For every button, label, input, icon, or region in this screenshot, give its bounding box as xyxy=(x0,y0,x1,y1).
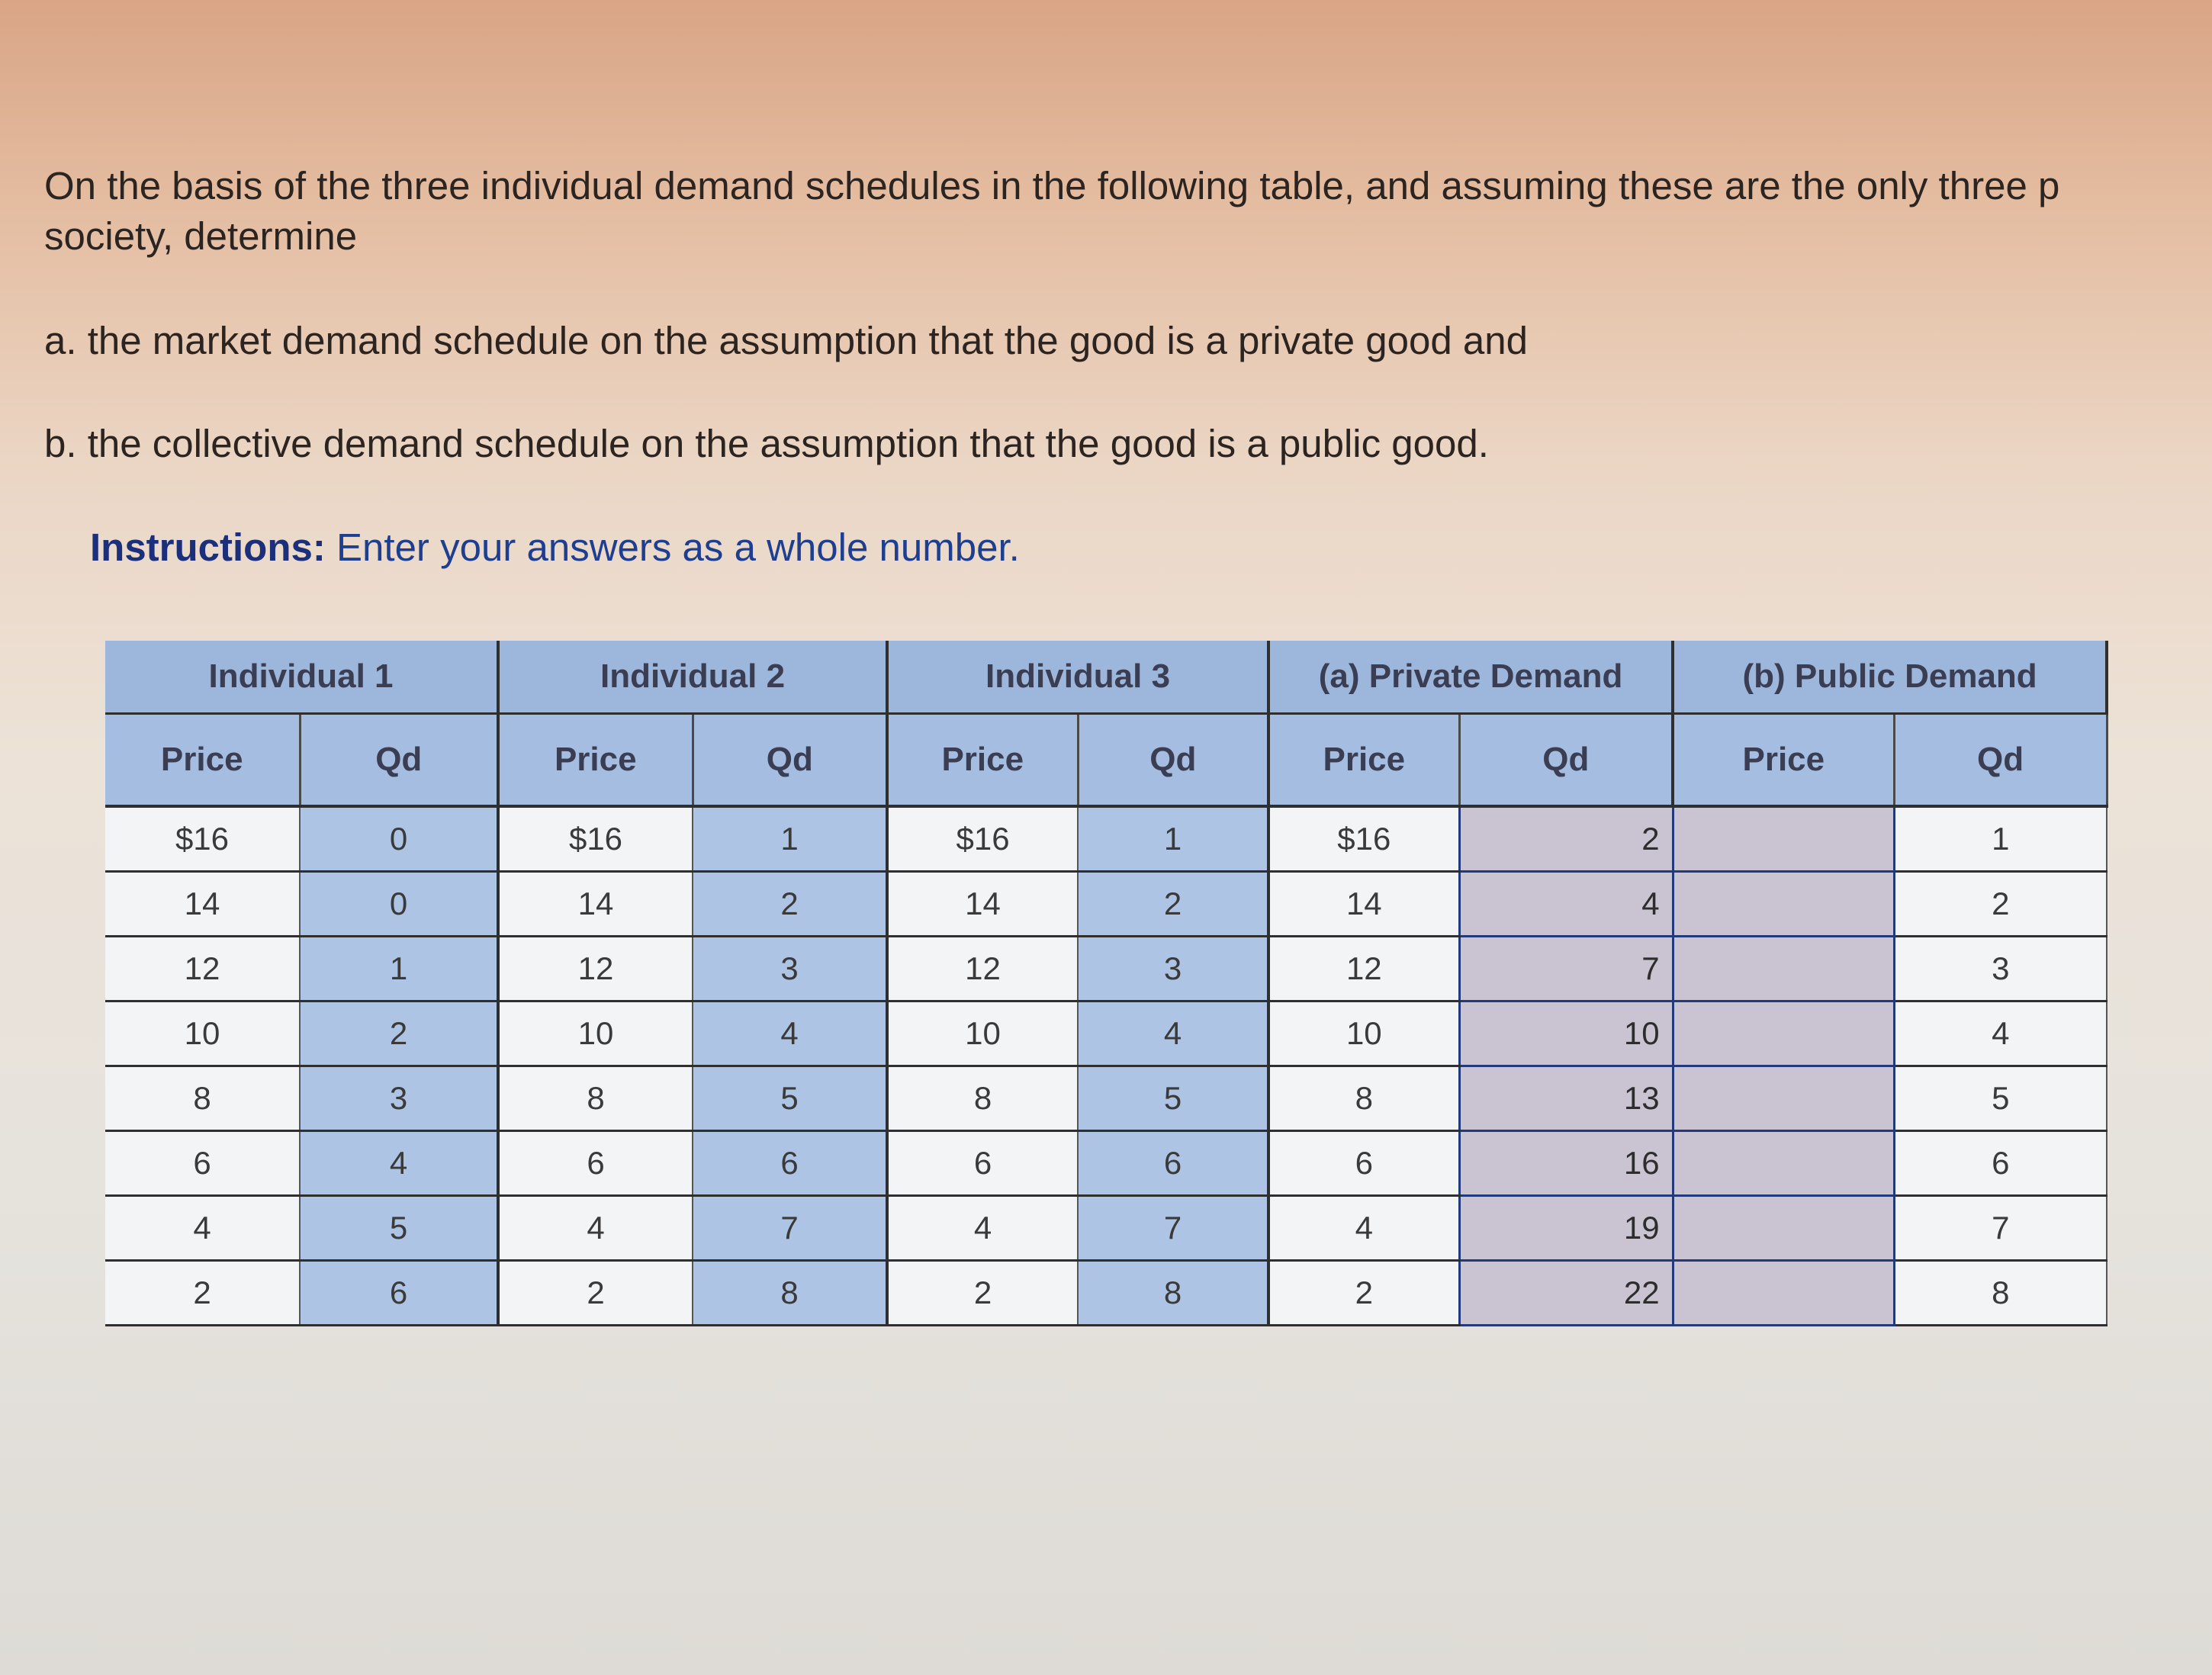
individual3-qd-cell: 2 xyxy=(1078,872,1268,937)
private-qd-input[interactable]: 4 xyxy=(1459,872,1673,937)
public-price-input[interactable] xyxy=(1673,1131,1894,1196)
question-part-a: a. the market demand schedule on the assumption that the good is a private good and xyxy=(44,319,1528,362)
individual1-price-cell: 2 xyxy=(105,1261,300,1326)
individual3-price-cell: 14 xyxy=(887,872,1078,937)
private-qd-input[interactable]: 19 xyxy=(1459,1196,1673,1261)
individual1-price-cell: 12 xyxy=(105,937,300,1001)
individual2-qd-cell: 5 xyxy=(693,1066,887,1131)
public-price-input[interactable] xyxy=(1673,1001,1894,1066)
individual2-price-cell: 10 xyxy=(498,1001,693,1066)
public-qd-cell: 3 xyxy=(1894,937,2107,1001)
group-header-public-demand: (b) Public Demand xyxy=(1673,641,2107,714)
private-price-cell: $16 xyxy=(1268,806,1459,872)
individual2-qd-cell: 4 xyxy=(693,1001,887,1066)
column-header-price: Price xyxy=(1268,714,1459,807)
column-header-price: Price xyxy=(1673,714,1894,807)
group-header-individual-3: Individual 3 xyxy=(887,641,1268,714)
public-qd-cell: 7 xyxy=(1894,1196,2107,1261)
question-part-b: b. the collective demand schedule on the assumption that the good is a public good. xyxy=(44,422,1489,465)
public-price-input[interactable] xyxy=(1673,872,1894,937)
public-price-input[interactable] xyxy=(1673,1261,1894,1326)
private-qd-input[interactable]: 22 xyxy=(1459,1261,1673,1326)
public-qd-cell: 5 xyxy=(1894,1066,2107,1131)
individual2-price-cell: 4 xyxy=(498,1196,693,1261)
individual3-price-cell: 2 xyxy=(887,1261,1078,1326)
public-price-input[interactable] xyxy=(1673,937,1894,1001)
group-header-private-demand: (a) Private Demand xyxy=(1268,641,1673,714)
public-qd-cell: 4 xyxy=(1894,1001,2107,1066)
individual2-price-cell: $16 xyxy=(498,806,693,872)
individual1-qd-cell: 6 xyxy=(300,1261,498,1326)
group-header-individual-2: Individual 2 xyxy=(498,641,887,714)
private-qd-input[interactable]: 13 xyxy=(1459,1066,1673,1131)
table-row xyxy=(105,872,2107,937)
instructions xyxy=(90,525,1020,570)
individual2-qd-cell: 6 xyxy=(693,1131,887,1196)
table-row xyxy=(105,1196,2107,1261)
individual3-qd-cell: 1 xyxy=(1078,806,1268,872)
public-qd-cell: 1 xyxy=(1894,806,2107,872)
individual1-price-cell: 10 xyxy=(105,1001,300,1066)
individual1-price-cell: 14 xyxy=(105,872,300,937)
private-qd-input[interactable]: 2 xyxy=(1459,806,1673,872)
individual2-price-cell: 6 xyxy=(498,1131,693,1196)
private-price-cell: 14 xyxy=(1268,872,1459,937)
individual3-price-cell: 12 xyxy=(887,937,1078,1001)
individual2-price-cell: 12 xyxy=(498,937,693,1001)
individual1-qd-cell: 1 xyxy=(300,937,498,1001)
individual3-qd-cell: 6 xyxy=(1078,1131,1268,1196)
column-header-qd: Qd xyxy=(300,714,498,807)
public-price-input[interactable] xyxy=(1673,806,1894,872)
individual3-price-cell: $16 xyxy=(887,806,1078,872)
individual1-qd-cell: 3 xyxy=(300,1066,498,1131)
private-qd-input[interactable]: 10 xyxy=(1459,1001,1673,1066)
column-header-qd: Qd xyxy=(1459,714,1673,807)
individual2-qd-cell: 2 xyxy=(693,872,887,937)
individual2-price-cell: 14 xyxy=(498,872,693,937)
question-text-line2: society, determine xyxy=(44,214,358,258)
private-qd-input[interactable]: 7 xyxy=(1459,937,1673,1001)
instructions-text: Enter your answers as a whole number. xyxy=(325,526,1020,569)
public-qd-cell: 2 xyxy=(1894,872,2107,937)
question-text-line1: On the basis of the three individual demand schedules in the following table, and assuming these are the only three p xyxy=(44,164,2060,207)
private-price-cell: 2 xyxy=(1268,1261,1459,1326)
individual2-qd-cell: 3 xyxy=(693,937,887,1001)
private-price-cell: 12 xyxy=(1268,937,1459,1001)
individual1-qd-cell: 0 xyxy=(300,872,498,937)
individual3-qd-cell: 5 xyxy=(1078,1066,1268,1131)
column-header-qd: Qd xyxy=(1078,714,1268,807)
individual1-qd-cell: 2 xyxy=(300,1001,498,1066)
public-qd-cell: 6 xyxy=(1894,1131,2107,1196)
column-header-price: Price xyxy=(498,714,693,807)
individual3-price-cell: 6 xyxy=(887,1131,1078,1196)
individual2-qd-cell: 8 xyxy=(693,1261,887,1326)
individual2-qd-cell: 7 xyxy=(693,1196,887,1261)
instructions-label: Instructions: xyxy=(90,526,326,569)
individual2-price-cell: 2 xyxy=(498,1261,693,1326)
table-row xyxy=(105,806,2107,872)
individual3-qd-cell: 3 xyxy=(1078,937,1268,1001)
public-qd-cell: 8 xyxy=(1894,1261,2107,1326)
individual3-price-cell: 8 xyxy=(887,1066,1078,1131)
individual3-price-cell: 4 xyxy=(887,1196,1078,1261)
demand-schedule-table xyxy=(105,641,2108,1326)
individual2-qd-cell: 1 xyxy=(693,806,887,872)
table-row xyxy=(105,1131,2107,1196)
individual1-qd-cell: 5 xyxy=(300,1196,498,1261)
individual3-qd-cell: 8 xyxy=(1078,1261,1268,1326)
table-row xyxy=(105,1261,2107,1326)
private-price-cell: 8 xyxy=(1268,1066,1459,1131)
table-row xyxy=(105,937,2107,1001)
column-header-price: Price xyxy=(105,714,300,807)
column-header-price: Price xyxy=(887,714,1078,807)
private-price-cell: 6 xyxy=(1268,1131,1459,1196)
individual1-price-cell: $16 xyxy=(105,806,300,872)
individual3-price-cell: 10 xyxy=(887,1001,1078,1066)
public-price-input[interactable] xyxy=(1673,1066,1894,1131)
individual2-price-cell: 8 xyxy=(498,1066,693,1131)
column-header-qd: Qd xyxy=(693,714,887,807)
individual3-qd-cell: 4 xyxy=(1078,1001,1268,1066)
private-qd-input[interactable]: 16 xyxy=(1459,1131,1673,1196)
individual1-price-cell: 4 xyxy=(105,1196,300,1261)
table-row xyxy=(105,1001,2107,1066)
public-price-input[interactable] xyxy=(1673,1196,1894,1261)
individual1-qd-cell: 4 xyxy=(300,1131,498,1196)
column-header-qd: Qd xyxy=(1894,714,2107,807)
private-price-cell: 10 xyxy=(1268,1001,1459,1066)
table-row xyxy=(105,1066,2107,1131)
individual3-qd-cell: 7 xyxy=(1078,1196,1268,1261)
group-header-individual-1: Individual 1 xyxy=(105,641,498,714)
individual1-price-cell: 8 xyxy=(105,1066,300,1131)
individual1-price-cell: 6 xyxy=(105,1131,300,1196)
individual1-qd-cell: 0 xyxy=(300,806,498,872)
private-price-cell: 4 xyxy=(1268,1196,1459,1261)
